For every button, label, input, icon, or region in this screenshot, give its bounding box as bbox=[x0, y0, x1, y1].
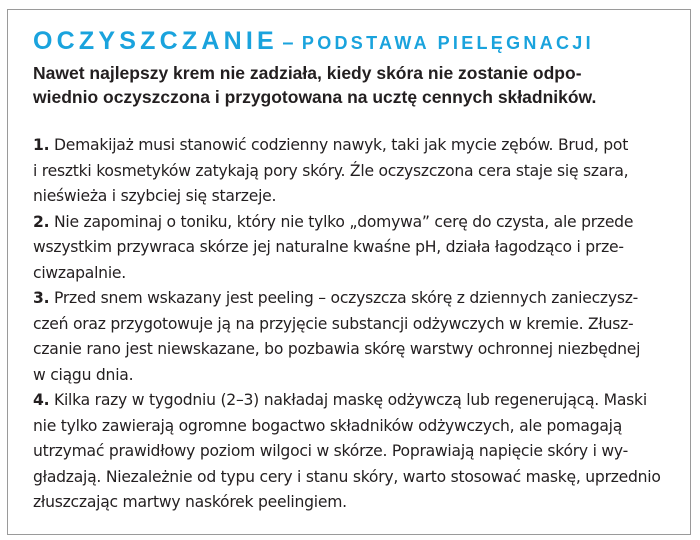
list-item-line bbox=[33, 210, 673, 236]
item-number: 3. bbox=[33, 289, 50, 307]
list-item-line: czeń oraz przygotowuje ją na przyjęcie substancji odżywczych w kremie. Złusz- bbox=[33, 314, 634, 333]
heading-subtitle: PODSTAWA PIELĘGNACJI bbox=[301, 33, 594, 53]
lead-line: wiednio oczyszczona i przygotowana na ucztę cennych składników. bbox=[33, 87, 597, 107]
list-item-line bbox=[33, 286, 673, 312]
item-number: 1. bbox=[33, 136, 50, 154]
list-item-line bbox=[33, 388, 673, 414]
item-number: 4. bbox=[33, 391, 50, 409]
lead-line: Nawet najlepszy krem nie zadziała, kiedy skóra nie zostanie odpo- bbox=[33, 63, 582, 83]
item-text: Nie zapominaj o toniku, który nie tylko „domywa” cerę do czysta, ale przede bbox=[54, 212, 634, 231]
list-item-line: wszystkim przywraca skórze jej naturalne kwaśne pH, działa łagodząco i prze- bbox=[33, 238, 624, 256]
item-number: 2. bbox=[33, 212, 50, 231]
list-item-line: w ciągu dnia. bbox=[33, 365, 134, 384]
item-text: Kilka razy w tygodniu (2–3) nakładaj maskę odżywczą lub regenerującą. Maski bbox=[54, 391, 647, 409]
section-heading bbox=[33, 29, 594, 54]
list-item-line: nie tylko zawierają ogromne bogactwo składników odżywczych, ale pomagają bbox=[33, 416, 623, 435]
list-item-line: utrzymać prawidłowy poziom wilgoci w skórze. Poprawiają napięcie skóry i wy- bbox=[33, 442, 628, 460]
list-item-line: ciwzapalnie. bbox=[33, 263, 126, 282]
list-item-line: złuszczając martwy naskórek peelingiem. bbox=[33, 493, 347, 511]
lead-paragraph bbox=[33, 61, 673, 109]
item-text: Przed snem wskazany jest peeling – oczyszcza skórę z dziennych zanieczysz- bbox=[54, 289, 639, 307]
tips-list bbox=[33, 133, 673, 516]
list-item-line: i resztki kosmetyków zatykają pory skóry. Źle oczyszczona cera staje się szara, bbox=[33, 161, 629, 180]
heading-main: OCZYSZCZANIE bbox=[33, 27, 278, 55]
heading-dash: – bbox=[282, 32, 294, 54]
item-text: Demakijaż musi stanowić codzienny nawyk, taki jak mycie zębów. Brud, pot bbox=[54, 136, 629, 154]
list-item-line: czanie rano jest niewskazane, bo pozbawia skórę warstwy ochronnej niezbędnej bbox=[33, 340, 641, 358]
list-item-line: nieświeża i szybciej się starzeje. bbox=[33, 187, 277, 205]
list-item-line bbox=[33, 133, 673, 159]
list-item-line: gładzają. Niezależnie od typu cery i stanu skóry, warto stosować maskę, uprzednio bbox=[33, 467, 661, 486]
